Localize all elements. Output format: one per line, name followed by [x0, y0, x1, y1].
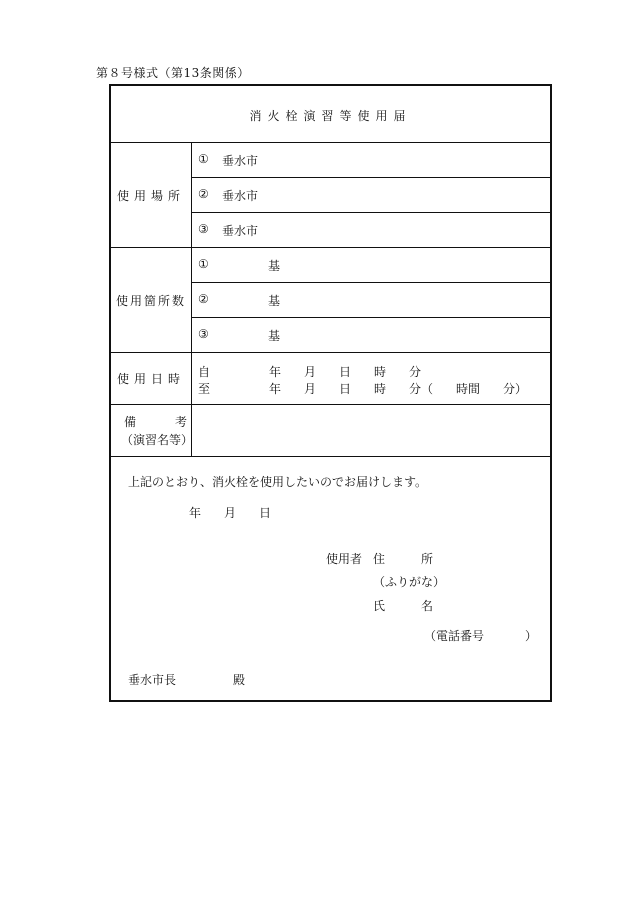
usage-place-label: 使用場所 — [111, 143, 192, 247]
usage-count-label: 使用箇所数 — [111, 248, 192, 352]
notes-label-b: 考 — [175, 415, 188, 429]
hours-label: 時間 — [456, 382, 481, 396]
form-number: 第８号様式（第13条関係） — [96, 66, 250, 80]
form-frame — [109, 84, 552, 702]
phone-label-open: （電話番号 — [424, 629, 485, 643]
unit-text: 基 — [268, 259, 281, 273]
year-label: 年 — [269, 382, 282, 396]
row-number: ① — [198, 257, 209, 271]
place-text: 垂水市 — [222, 224, 259, 238]
title-row — [111, 86, 550, 143]
paren-open: （ — [421, 382, 434, 396]
usage-count-section — [111, 248, 550, 353]
usage-place-section — [111, 143, 550, 248]
name-label-a: 氏 — [373, 599, 386, 613]
year-label: 年 — [269, 365, 282, 379]
usage-place-row-3[interactable] — [192, 213, 550, 248]
row-number: ② — [198, 187, 209, 201]
notes-label-a: 備 — [124, 415, 137, 429]
place-text: 垂水市 — [222, 154, 259, 168]
address-label-b: 所 — [421, 552, 434, 566]
usage-count-row-1[interactable] — [192, 248, 550, 283]
usage-count-row-3[interactable] — [192, 318, 550, 353]
day-label: 日 — [339, 365, 352, 379]
to-label: 至 — [198, 382, 211, 396]
notes-section — [111, 405, 550, 457]
form-title: 消火栓演習等使用届 — [249, 109, 412, 123]
usage-place-row-2[interactable] — [192, 178, 550, 213]
usage-datetime-label: 使用日時 — [111, 353, 192, 404]
day-label: 日 — [339, 382, 352, 396]
date-year-label: 年 — [189, 506, 202, 520]
phone-label-close: ） — [525, 629, 538, 643]
furigana-label: （ふりがな） — [373, 575, 446, 589]
row-number: ① — [198, 152, 209, 166]
usage-count-row-2[interactable] — [192, 283, 550, 318]
row-number: ③ — [198, 327, 209, 341]
name-label-b: 名 — [421, 599, 434, 613]
month-label: 月 — [304, 382, 317, 396]
minute-label: 分 — [409, 382, 422, 396]
row-number: ③ — [198, 222, 209, 236]
place-text: 垂水市 — [222, 189, 259, 203]
unit-text: 基 — [268, 294, 281, 308]
from-label: 自 — [198, 365, 211, 379]
notes-label-sub: （演習名等） — [121, 433, 194, 447]
hour-label: 時 — [374, 382, 387, 396]
statement-text: 上記のとおり、消火栓を使用したいのでお届けします。 — [128, 475, 428, 489]
usage-place-row-1[interactable] — [192, 143, 550, 178]
honorific-label: 殿 — [233, 673, 246, 687]
address-label-a: 住 — [373, 552, 386, 566]
minutes-close-label: 分） — [503, 382, 528, 396]
usage-datetime-section — [111, 353, 550, 405]
notes-label — [111, 405, 192, 456]
declaration-area — [111, 457, 550, 700]
month-label: 月 — [304, 365, 317, 379]
notes-field[interactable] — [192, 405, 550, 457]
minute-label: 分 — [409, 365, 422, 379]
date-month-label: 月 — [224, 506, 237, 520]
unit-text: 基 — [268, 329, 281, 343]
hour-label: 時 — [374, 365, 387, 379]
usage-datetime-cell[interactable] — [192, 353, 550, 405]
user-label: 使用者 — [326, 552, 363, 566]
row-number: ② — [198, 292, 209, 306]
addressee-label: 垂水市長 — [128, 673, 177, 687]
date-day-label: 日 — [259, 506, 272, 520]
